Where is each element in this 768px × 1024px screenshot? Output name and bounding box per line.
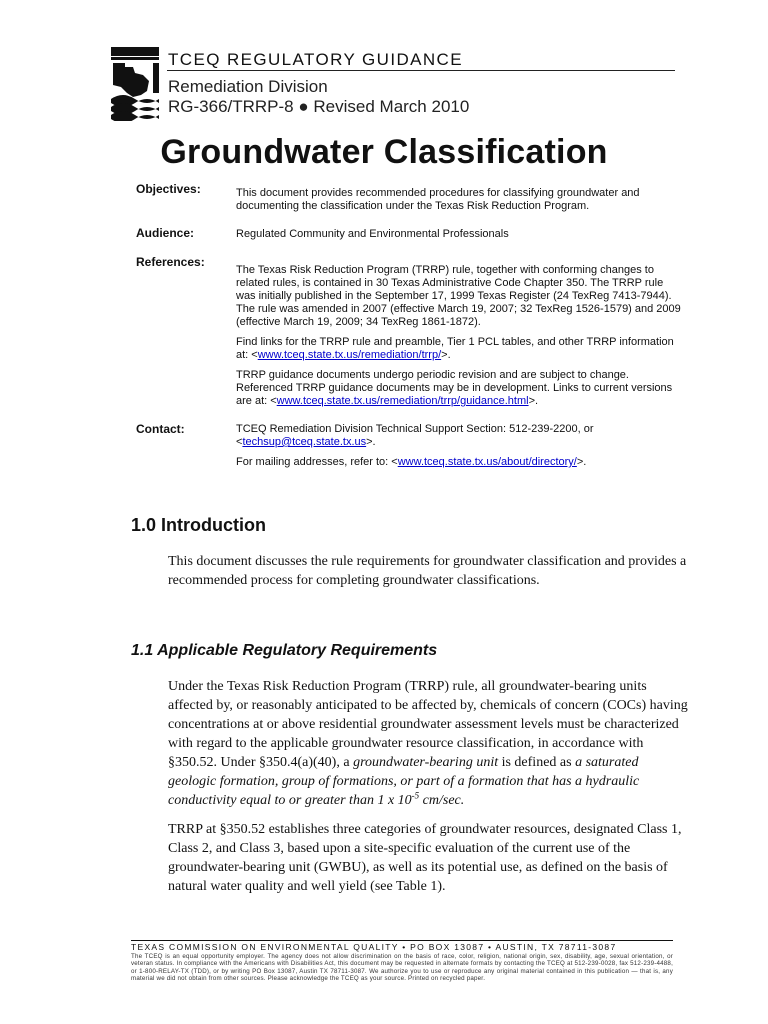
requirements-paragraph-2: TRRP at §350.52 establishes three categories of groundwater resources, designated Class 1, Class 2, and Class 3, based upon a site-specific evaluation of the current use of the groundwater-bearing unit (GWBU), as well as its potential use, as defined on the basis of natural water quality and well yield (see Table 1). (168, 822, 682, 894)
bullet-separator: ● (298, 97, 309, 116)
publication-info (168, 97, 469, 117)
references-paragraph-2: Find links for the TRRP rule and preamble, Tier 1 PCL tables, and other TRRP information at: <www.tceq.state.tx.us/remediation/trrp/>. (236, 336, 674, 361)
references-paragraph-3: TRRP guidance documents undergo periodic revision and are subject to change. Referenced TRRP guidance documents may be in development. Links to current versions are at: <www.tceq.state.tx.us/remediation/trrp/guidance.html>. (236, 369, 673, 407)
header-rule (167, 70, 675, 71)
requirements-paragraph-1: Under the Texas Risk Reduction Program (TRRP) rule, all groundwater-bearing units affected by, or reasonably anticipated to be affected by, chemicals of concern (COCs) having concentrations at or above residential groundwater assessment levels must be characterized with regard to the applicable groundwater resource classification, in accordance with §350.52. Under §350.4(a)(40), a groundwater-bearing unit is defined as a saturated geologic formation, group of formations, or part of a formation that has a hydraulic conductivity equal to or greater than 1 x $10^{-5}$ cm/sec. (168, 679, 688, 808)
objectives-paragraph: This document provides recommended procedures for classifying groundwater and documenting the classification under the Texas Risk Reduction Program. (236, 187, 640, 212)
pub-number: RG-366/TRRP-8 (168, 97, 294, 116)
directory-link[interactable]: www.tceq.state.tx.us/about/directory/ (397, 456, 577, 468)
contact-paragraph-2: For mailing addresses, refer to: <www.tceq.state.tx.us/about/directory/>. (236, 456, 587, 468)
section-heading-requirements: 1.1 Applicable Regulatory Requirements (131, 642, 438, 659)
introduction-paragraph: This document discusses the rule requirements for groundwater classification and provides a recommended process for completing groundwater classifications. (168, 554, 687, 588)
references-text (236, 264, 682, 415)
division-label: Remediation Division (168, 77, 328, 96)
trrp-link[interactable]: www.tceq.state.tx.us/remediation/trrp/ (257, 349, 442, 361)
tceq-logo-icon (109, 45, 161, 121)
revised-date: Revised March 2010 (313, 97, 470, 116)
contact-text (236, 423, 682, 476)
series-label: TCEQ REGULATORY GUIDANCE (168, 50, 463, 69)
section-heading-introduction: 1.0 Introduction (131, 515, 266, 535)
audience-label: Audience: (136, 226, 195, 240)
references-label: References: (136, 255, 205, 269)
objectives-label: Objectives: (136, 182, 201, 196)
techsup-email-link[interactable]: techsup@tceq.state.tx.us (242, 436, 367, 448)
objectives-text (236, 187, 682, 220)
contact-paragraph-1: TCEQ Remediation Division Technical Support Section: 512-239-2200, or <techsup@tceq.state.tx.us>. (236, 423, 594, 448)
contact-label: Contact: (136, 422, 185, 436)
page-footer (131, 940, 673, 983)
references-paragraph-1: The Texas Risk Reduction Program (TRRP) rule, together with conforming changes to related rules, is contained in 30 Texas Administrative Code Chapter 350. The TRRP rule was initially published in the September 17, 1999 Texas Register (24 TexReg 7413-7944). The rule was amended in 2007 (effective March 19, 2007; 32 TexReg 1526-1579) and 2009 (effective March 19, 2009; 34 TexReg 1861-1872). (236, 264, 681, 328)
requirements-text (168, 677, 688, 906)
footer-notice: The TCEQ is an equal opportunity employer. The agency does not allow discrimination on the basis of race, color, religion, national origin, sex, disability, age, sexual orientation, or veteran status. In compliance with the Americans with Disabilities Act, this document may be requested in alternate formats by contacting the TCEQ at 512-239-0028, fax 512-239-4488, or 1-800-RELAY-TX (TDD), or by writing PO Box 13087, Austin TX 78711-3087. We authorize you to use or reproduce any original material contained in this publication — that is, any material we did not obtain from other sources. Please acknowledge the TCEQ as your source. Printed on recycled paper. (131, 953, 673, 983)
audience-paragraph: Regulated Community and Environmental Professionals (236, 228, 509, 240)
audience-text (236, 228, 682, 248)
introduction-text (168, 552, 688, 600)
document-title: Groundwater Classification (160, 133, 608, 171)
guidance-link[interactable]: www.tceq.state.tx.us/remediation/trrp/guidance.html (276, 395, 529, 407)
footer-address: TEXAS COMMISSION ON ENVIRONMENTAL QUALITY • PO BOX 13087 • AUSTIN, TX 78711-3087 (131, 942, 617, 952)
